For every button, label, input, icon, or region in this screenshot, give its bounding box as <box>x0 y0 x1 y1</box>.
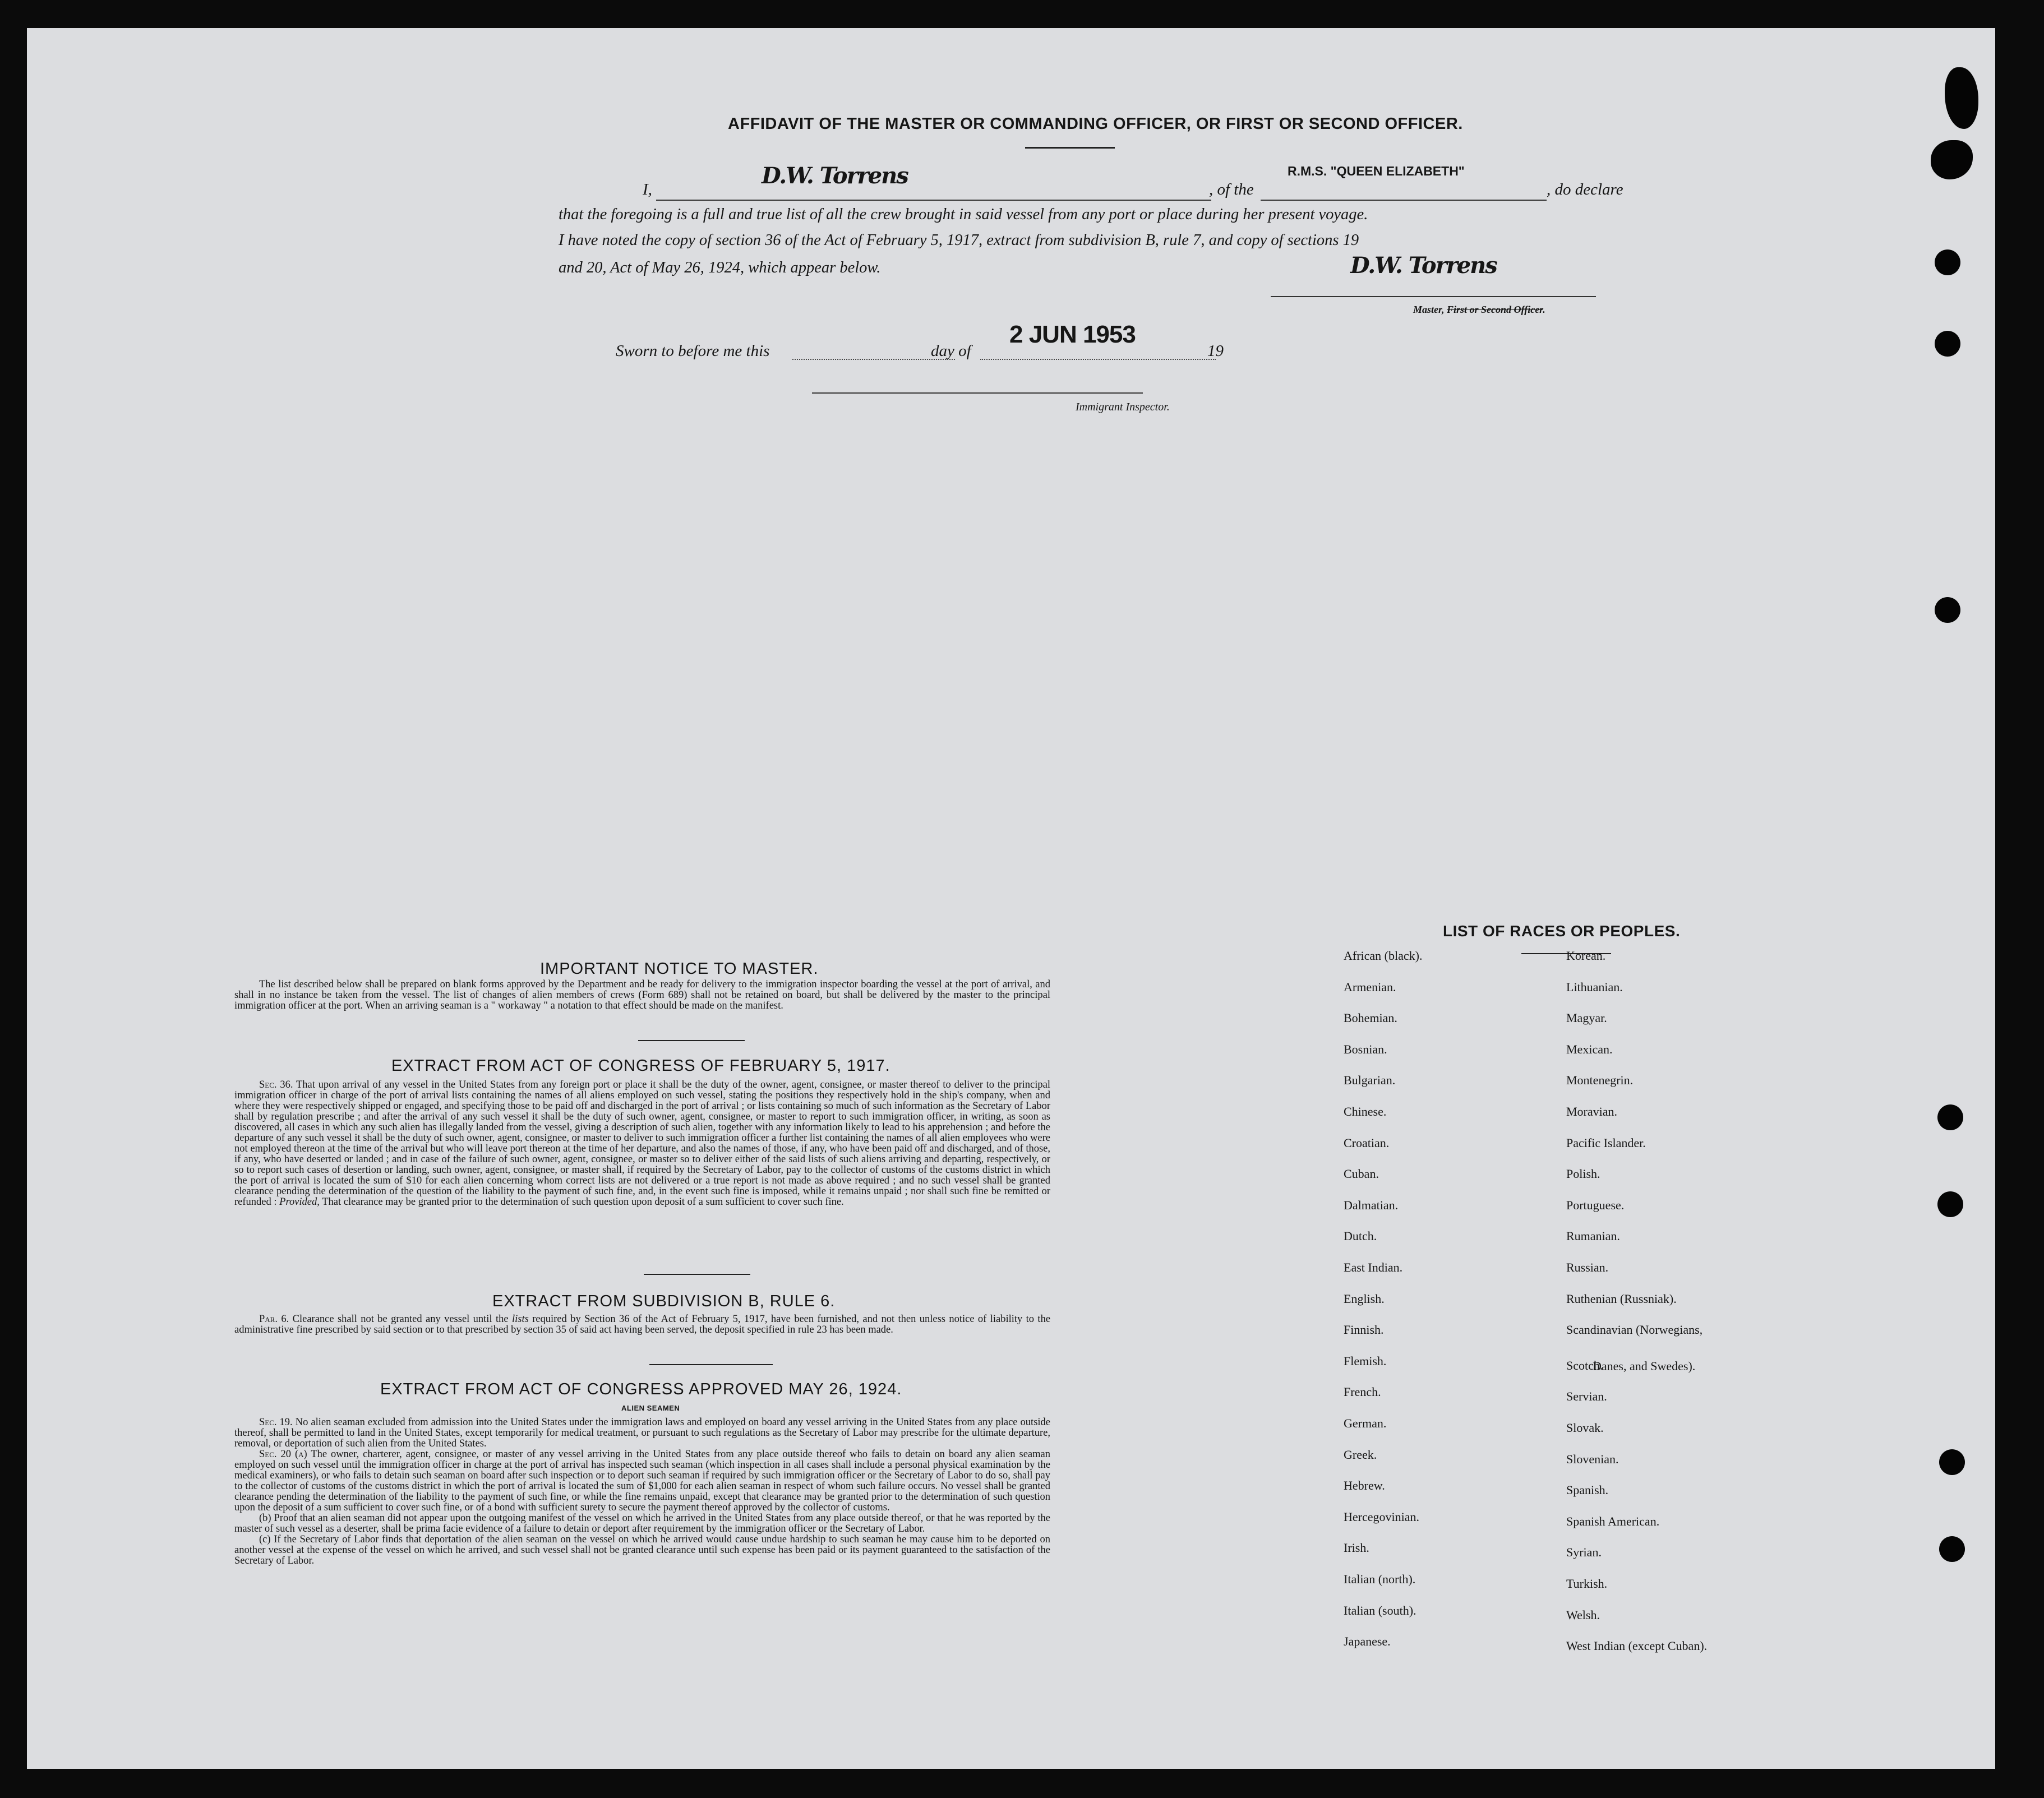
signer-role-struck: First or Second Officer <box>1447 304 1543 315</box>
torn-corner <box>1945 67 1978 129</box>
race-item: Spanish. <box>1566 1483 1609 1497</box>
sec19-text: No alien seaman excluded from admission into the United States under the immigration laws and employed on board any vessel arriving in the United States from any place outside thereof, shall be permitted to land in the United States, except temporarily for medical treatment, or pursuant to such regulations as the Secretary of Labor may prescribe for the ultimate departure, removal, or deportation of such alien from the United States. <box>234 1417 1050 1449</box>
race-item: Scotch. <box>1566 1358 1603 1372</box>
race-item: East Indian. <box>1344 1260 1403 1274</box>
race-item: Lithuanian. <box>1566 979 1623 994</box>
i-label: I, <box>643 181 652 198</box>
sec20c-text: If the Secretary of Labor finds that deportation of the alien seaman on the vessel on which he arrived would cause undue hardship to such seaman he may cause him to be deported on another vessel at the expense of the vessel on which he arrived, and such vessel shall not be granted clearance until such expense has been paid or its payment guaranteed to the satisfaction of the Secretary of Labor. <box>234 1534 1051 1566</box>
extract-rule6-paragraph <box>234 1314 1050 1335</box>
section-label: Sec. 36. <box>259 1079 293 1090</box>
races-title: LIST OF RACES OR PEOPLES. <box>1443 922 1681 940</box>
proviso-label: Provided, <box>279 1196 320 1208</box>
name-field-line <box>656 200 1211 201</box>
race-item: Polish. <box>1566 1167 1600 1181</box>
race-item: Bohemian. <box>1344 1011 1397 1025</box>
proviso-text: That clearance may be granted prior to the determination of such question upon deposit of a sum sufficient to cover such fine. <box>322 1196 844 1208</box>
race-item: Moravian. <box>1566 1104 1618 1118</box>
extract-1917-paragraph <box>234 1080 1050 1208</box>
notice-title: IMPORTANT NOTICE TO MASTER. <box>540 960 819 978</box>
race-item: Portuguese. <box>1566 1198 1625 1212</box>
punch-hole <box>1937 1104 1963 1130</box>
race-scandinavian-continuation: Danes, and Swedes). <box>1593 1359 1696 1373</box>
section-divider <box>649 1364 773 1365</box>
race-item: Slovak. <box>1566 1421 1604 1435</box>
race-item: African (black). <box>1344 949 1423 963</box>
extract-1917-title: EXTRACT FROM ACT OF CONGRESS OF FEBRUARY 5, 1917. <box>391 1057 890 1075</box>
race-item: Pacific Islander. <box>1566 1135 1646 1150</box>
affidavit-body-line-2: I have noted the copy of section 36 of the Act of February 5, 1917, extract from subdivision B, rule 7, and copy of sections 19 <box>559 232 1359 249</box>
date-stamp: 2 JUN 1953 <box>1009 321 1136 348</box>
year-prefix: 19 <box>1207 342 1224 360</box>
inspector-signature-line <box>812 392 1143 394</box>
race-item: Dutch. <box>1344 1229 1377 1244</box>
race-item: Slovenian. <box>1566 1452 1619 1466</box>
master-signature: D.W. Torrens <box>1350 252 1497 279</box>
rule6-text-b: required by Section 36 of the Act of February 5, 1917, have been furnished, and not then unless notice of liability to the administrative fine prescribed by said section or to that prescribed by section 35 of said act having been served, the deposit specified in rule 23 has been made. <box>234 1314 1051 1335</box>
of-the-label: , of the <box>1209 181 1254 198</box>
race-item: Ruthenian (Russniak). <box>1566 1291 1677 1306</box>
par-label: Par. 6. <box>259 1314 289 1325</box>
punch-hole <box>1935 249 1960 275</box>
race-item: Flemish. <box>1344 1353 1387 1368</box>
alien-seamen-subtitle: ALIEN SEAMEN <box>621 1404 680 1412</box>
race-item: Welsh. <box>1566 1607 1600 1622</box>
signature-line <box>1271 296 1596 297</box>
sworn-month-line <box>980 359 1216 360</box>
race-item: West Indian (except Cuban). <box>1566 1639 1708 1653</box>
race-item: Croatian. <box>1344 1135 1390 1150</box>
race-item: Hebrew. <box>1344 1478 1385 1493</box>
sec20c-label: (c) <box>259 1534 271 1545</box>
section-divider <box>644 1274 750 1275</box>
race-item: Cuban. <box>1344 1167 1379 1181</box>
notice-paragraph <box>234 979 1050 1011</box>
race-item: Japanese. <box>1344 1634 1391 1649</box>
race-item: Servian. <box>1566 1389 1607 1404</box>
extract-1924-paragraphs <box>234 1417 1050 1566</box>
inspector-label: Immigrant Inspector. <box>1076 401 1170 413</box>
race-item: Irish. <box>1344 1541 1369 1555</box>
sec20b-label: (b) <box>259 1513 271 1524</box>
punch-hole <box>1939 1536 1965 1562</box>
punch-hole <box>1937 1191 1963 1217</box>
race-item: Bosnian. <box>1344 1042 1387 1056</box>
affidavit-body-line-1: that the foregoing is a full and true list of all the crew brought in said vessel from any port or place during her present voyage. <box>559 206 1368 223</box>
race-item: Bulgarian. <box>1344 1073 1396 1088</box>
signer-role <box>1413 304 1545 316</box>
race-item: Chinese. <box>1344 1104 1387 1118</box>
torn-corner <box>1931 140 1973 179</box>
race-item: Magyar. <box>1566 1011 1607 1025</box>
notice-text: The list described below shall be prepared on blank forms approved by the Department and be ready for delivery to the immigration inspector boarding the vessel at the port of arrival, and shall in no instance be taken from the vessel. The list of changes of alien members of crews (Form 689) shall not be retained on board, but shall be delivered by the master to the principal immigration officer at the port. When an arriving seaman is a " workaway " a notation to that effect should be made on the manifest. <box>234 979 1050 1011</box>
rule6-text-a: Clearance shall not be granted any vessel until the <box>292 1314 509 1325</box>
extract-rule6-title: EXTRACT FROM SUBDIVISION B, RULE 6. <box>492 1292 836 1310</box>
race-item: Turkish. <box>1566 1577 1608 1591</box>
vessel-field-line <box>1261 200 1547 201</box>
race-item: Dalmatian. <box>1344 1198 1399 1212</box>
day-of-label: day of <box>931 342 971 360</box>
sec20-label: Sec. 20 (a) <box>259 1449 307 1460</box>
race-item: Greek. <box>1344 1447 1377 1462</box>
race-item: Mexican. <box>1566 1042 1613 1056</box>
extract-1917-text: That upon arrival of any vessel in the United States from any foreign port or place it shall be the duty of the owner, agent, consignee, or master thereof to deliver to the principal immigration officer in charge of the port of arrival lists containing the names of all aliens employed on such vessel, stating the positions they respectively hold in the ship's company, when and where they were respectively shipped or engaged, and specifying those to be paid off and discharged in the port of arrival ; or lists containing so much of such information as the Secretary of Labor shall by regulation prescribe ; and after the arrival of any such vessel it shall be the duty of such owner, agent, consignee, or master to report to such immigration officer, in writing, as soon as discovered, all cases in which any such alien has illegally landed from the vessel, giving a description of such alien, together with any information likely to lead to his apprehension ; and before the departure of any such vessel it shall be the duty of such owner, agent, consignee, or master to deliver to such immigration officer a further list containing the names of all alien employees who were not employed thereon at the time of the arrival but who will leave port thereon at the time of her departure, and also the names of those, if any, who have been paid off and discharged, and of those, if any, who have deserted or landed ; and in case of the failure of such owner, agent, consignee, or master so to deliver either of the said lists of such aliens arriving and departing, respectively, or so to report such cases of desertion or landing, such owner, agent, consignee, or master shall, if required by the Secretary of Labor, pay to the collector of customs of the customs district in which the port of arrival is located the sum of $10 for each alien concerning whom correct lists are not delivered or a true report is not made as above required ; and no such vessel shall be granted clearance pending the determination of the question of the liability to the payment of such fine, and, in the event such fine is imposed, while it remains unpaid ; nor shall such fine be remitted or refunded : <box>234 1079 1051 1208</box>
race-item: German. <box>1344 1416 1387 1430</box>
race-item: Spanish American. <box>1566 1514 1660 1528</box>
sec19-label: Sec. 19. <box>259 1417 293 1428</box>
affidavit-body-line-3: and 20, Act of May 26, 1924, which appear below. <box>559 259 881 276</box>
extract-1924-title: EXTRACT FROM ACT OF CONGRESS APPROVED MAY 26, 1924. <box>380 1380 902 1398</box>
race-item: Armenian. <box>1344 979 1396 994</box>
master-name-signature: D.W. Torrens <box>762 163 908 189</box>
race-item: Russian. <box>1566 1260 1609 1274</box>
sec20b-text: Proof that an alien seaman did not appear upon the outgoing manifest of the vessel on which he arrived in the United States from any place outside thereof, or that he was reported by the master of such vessel as a deserter, shall be prima facie evidence of a failure to detain or deport after requirement by the immigration officer or the Secretary of Labor. <box>234 1513 1051 1534</box>
punch-hole <box>1939 1449 1965 1475</box>
race-item: Hercegovinian. <box>1344 1509 1419 1524</box>
do-declare-label: , do declare <box>1547 181 1623 198</box>
signer-role-end: . <box>1543 304 1545 315</box>
punch-hole <box>1935 597 1960 623</box>
race-item: Finnish. <box>1344 1323 1384 1337</box>
signer-role-master: Master, <box>1413 304 1445 315</box>
form-page <box>27 28 1995 1769</box>
punch-hole <box>1935 331 1960 357</box>
vessel-name-stamp: R.M.S. "QUEEN ELIZABETH" <box>1288 164 1465 178</box>
title-underline <box>1025 147 1115 149</box>
sworn-label: Sworn to before me this <box>616 342 770 360</box>
race-item: Korean. <box>1566 949 1606 963</box>
race-item: Syrian. <box>1566 1545 1602 1560</box>
race-item: Scandinavian (Norwegians, <box>1566 1323 1703 1337</box>
rule6-lists: lists <box>511 1314 529 1325</box>
section-divider <box>638 1040 745 1041</box>
race-item: English. <box>1344 1291 1385 1306</box>
sec20a-text: The owner, charterer, agent, consignee, or master of any vessel arriving in the United States from any place outside thereof who fails to detain on board any alien seaman employed on such vessel until the immigration officer in charge at the port of arrival has inspected such seaman (which inspection in all cases shall include a personal physical examination by the medical examiners), or who fails to detain such seaman on board after such inspection or to deport such seaman if required by such immigration officer or the Secretary of Labor to do so, shall pay to the collector of customs of the customs district in which the port of arrival is located the sum of $1,000 for each alien seaman in respect of whom such failure occurs. No vessel shall be granted clearance pending the determination of the liability to the payment of such fine, or while the fine remains unpaid, except that clearance may be granted prior to the determination of such question upon the deposit of a sum sufficient to cover such fine, or of a bond with sufficient surety to secure the payment thereof approved by the collector of customs. <box>234 1449 1050 1513</box>
race-item: Italian (south). <box>1344 1603 1417 1617</box>
affidavit-title: AFFIDAVIT OF THE MASTER OR COMMANDING OFFICER, OR FIRST OR SECOND OFFICER. <box>728 115 1463 133</box>
race-item: Montenegrin. <box>1566 1073 1634 1088</box>
race-item: Italian (north). <box>1344 1572 1416 1586</box>
race-item: Rumanian. <box>1566 1229 1620 1244</box>
race-item: French. <box>1344 1385 1381 1399</box>
